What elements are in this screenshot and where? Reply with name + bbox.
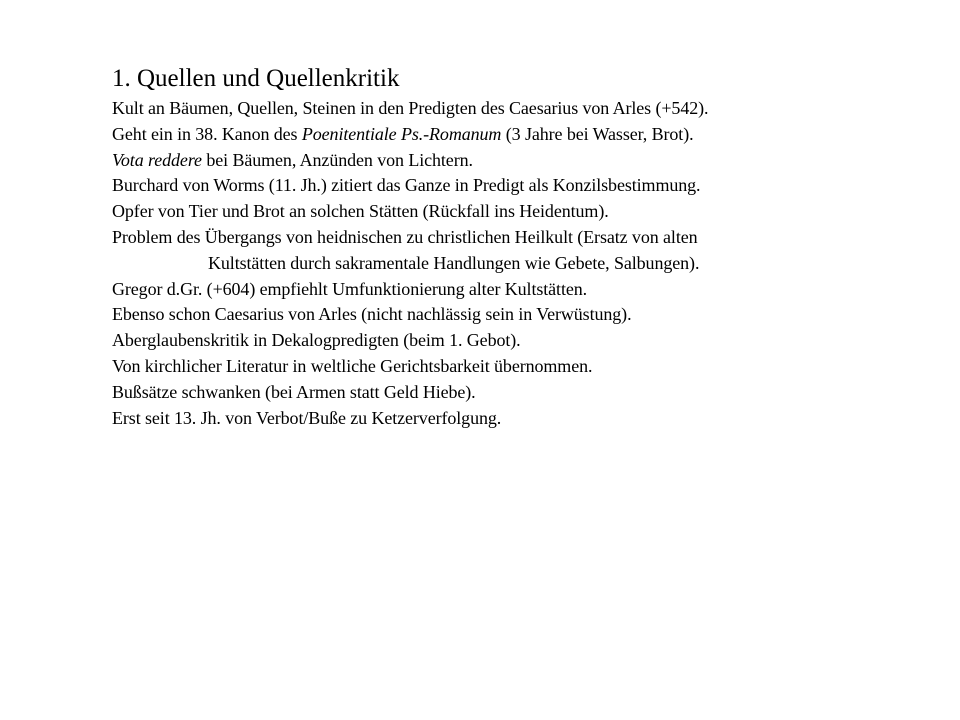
body-line-2 xyxy=(112,122,932,148)
body-line-10: Von kirchlicher Literatur in weltliche Gerichtsbarkeit übernommen. xyxy=(112,355,593,376)
body-line-2-text-b: (3 Jahre bei Wasser, Brot). xyxy=(501,123,694,144)
body-line-4: Burchard von Worms (11. Jh.) zitiert das Ganze in Predigt als Konzilsbestimmung. xyxy=(112,175,701,196)
body-line-9: Aberglaubenskritik in Dekalogpredigten (beim 1. Gebot). xyxy=(112,330,521,351)
body-line-2-italic-title: Poenitentiale Ps.-Romanum xyxy=(301,123,502,144)
body-line-8: Ebenso schon Caesarius von Arles (nicht nachlässig sein in Verwüstung). xyxy=(112,304,632,325)
body-line-5: Opfer von Tier und Brot an solchen Stätten (Rückfall ins Heidentum). xyxy=(112,201,609,222)
body-line-3-text: bei Bäumen, Anzünden von Lichtern. xyxy=(201,149,473,170)
body-line-11: Bußsätze schwanken (bei Armen statt Geld Hiebe). xyxy=(112,381,476,402)
body-line-12: Erst seit 13. Jh. von Verbot/Buße zu Ketzerverfolgung. xyxy=(112,407,502,428)
body-line-6: Problem des Übergangs von heidnischen zu christlichen Heilkult (Ersatz von alten xyxy=(112,226,698,247)
body-line-3 xyxy=(112,148,932,174)
body-line-2-text-a: Geht ein in 38. Kanon des xyxy=(112,123,302,144)
slide-body xyxy=(112,96,932,431)
slide-title: 1. Quellen und Quellenkritik xyxy=(112,65,400,92)
body-line-3-italic-term: Vota reddere xyxy=(112,149,202,170)
body-line-1: Kult an Bäumen, Quellen, Steinen in den Predigten des Caesarius von Arles (+542). xyxy=(112,98,709,118)
body-line-7: Gregor d.Gr. (+604) empfiehlt Umfunktionierung alter Kultstätten. xyxy=(112,278,588,299)
body-line-6-continuation: Kultstätten durch sakramentale Handlungen wie Gebete, Salbungen). xyxy=(208,252,700,273)
